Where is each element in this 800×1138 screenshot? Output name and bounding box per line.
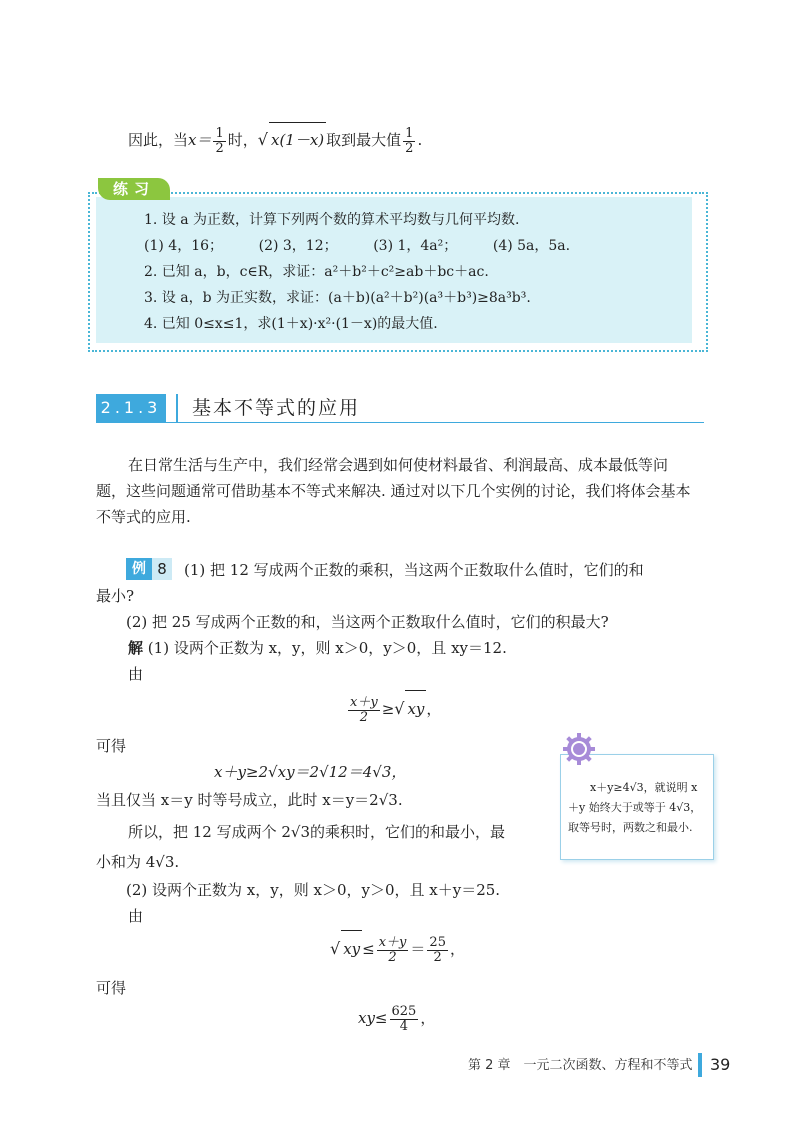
conclusion-1a: 所以，把 12 写成两个 2√3的乘积时，它们的和最小，最: [128, 823, 506, 841]
formula-1: [346, 690, 441, 727]
radical-sign: √: [394, 699, 405, 718]
numerator: x＋y: [350, 694, 378, 710]
section-title: 基本不等式的应用: [192, 397, 361, 419]
numerator: 625: [391, 1003, 417, 1019]
fraction: [390, 1005, 419, 1034]
section-number: 2.1.3: [96, 394, 166, 422]
equality-condition: 当且仅当 x＝y 时等号成立，此时 x＝y＝2√3.: [96, 791, 403, 809]
exercise-item-1: 1. 设 a 为正数，计算下列两个数的算术平均数与几何平均数.: [144, 212, 520, 228]
text: 取到最大值: [326, 131, 402, 149]
kede-1: 可得: [96, 737, 127, 755]
exercise-tag: 练习: [98, 178, 170, 200]
example-q1-line2: 最小?: [96, 587, 135, 605]
exercise-item-4: 4. 已知 0≤x≤1，求(1＋x)·x²·(1－x)的最大值.: [144, 316, 438, 332]
text: 时，: [227, 131, 258, 149]
exercise-border-left: [88, 192, 90, 352]
radicand: x(1－x): [269, 122, 326, 157]
formula-2: x＋y≥2√xy＝2√12＝4√3，: [214, 763, 407, 781]
text: ，: [420, 1009, 436, 1027]
example-q1-line1: (1) 把 12 写成两个正数的乘积，当这两个正数取什么值时，它们的和: [184, 561, 644, 579]
fraction: [377, 936, 409, 965]
solution-label: 解: [128, 639, 144, 657]
fraction: [403, 127, 415, 156]
radicand: xy: [405, 690, 426, 727]
text: ，: [449, 940, 465, 958]
gear-icon: [562, 732, 596, 766]
example-tag-label: 例: [126, 558, 152, 580]
intro-paragraph: 在日常生活与生产中，我们经常会遇到如何使材料最省、利润最高、成本最低等问题，这些问题通常可借助基本不等式来解决. 通过对以下几个实例的讨论，我们将体会基本不等式的应用.: [96, 456, 691, 526]
text: xy≤: [358, 1009, 388, 1027]
section-rule: [96, 422, 704, 423]
numerator: 25: [429, 934, 446, 950]
text: ≥: [381, 700, 395, 718]
numerator: 1: [215, 125, 224, 141]
denominator: 2: [359, 709, 368, 725]
radical-sign: √: [257, 130, 268, 149]
denominator: 2: [405, 140, 414, 156]
solution-text: (1) 设两个正数为 x，y，则 x＞0，y＞0，且 xy＝12.: [147, 639, 507, 657]
kede-2: 可得: [96, 979, 127, 997]
radicand: xy: [341, 930, 362, 967]
text: 因此，当: [128, 131, 189, 149]
numerator: 1: [405, 125, 414, 141]
solution-line-1: [128, 638, 507, 658]
text: .: [417, 131, 423, 149]
denominator: 2: [433, 949, 442, 965]
fraction: [348, 696, 380, 725]
formula-3: [330, 930, 465, 967]
text: x＝: [188, 131, 212, 149]
footer-divider: [698, 1053, 702, 1077]
page-number: 39: [710, 1055, 731, 1074]
solution-line-2: (2) 设两个正数为 x，y，则 x＞0，y＞0，且 x＋y＝25.: [126, 881, 501, 899]
you-1: 由: [128, 665, 144, 683]
exercise-item-2: 2. 已知 a，b，c∈R，求证：a²＋b²＋c²≥ab＋bc＋ac.: [144, 264, 489, 280]
fraction: [213, 127, 225, 156]
exercise-border-right: [706, 192, 708, 352]
text: ＝: [410, 940, 426, 958]
text: ，: [426, 700, 442, 718]
side-note-text: x＋y≥4√3，就说明 x＋y 始终大于或等于 4√3，取等号时，两数之和最小.: [568, 781, 702, 834]
top-conclusion: [128, 122, 422, 157]
section-divider: [176, 394, 178, 422]
radical-sign: √: [330, 939, 341, 958]
exercise-item-3: 3. 设 a，b 为正实数，求证：(a＋b)(a²＋b²)(a³＋b³)≥8a³b³.: [144, 290, 531, 306]
fraction: [427, 936, 448, 965]
denominator: 2: [215, 140, 224, 156]
example-q2: (2) 把 25 写成两个正数的和，当这两个正数取什么值时，它们的积最大?: [126, 613, 609, 631]
denominator: 4: [399, 1018, 409, 1034]
numerator: x＋y: [378, 934, 407, 950]
text: ≤: [362, 940, 375, 958]
example-tag-number: 8: [152, 558, 172, 580]
formula-4: [358, 1000, 435, 1036]
exercise-item-1-parts: (1) 4，16； (2) 3，12； (3) 1，4a²； (4) 5a，5a.: [144, 238, 571, 254]
you-2: 由: [128, 907, 144, 925]
denominator: 2: [388, 949, 397, 965]
conclusion-1b: 小和为 4√3.: [96, 853, 180, 871]
footer-chapter: 第 2 章 一元二次函数、方程和不等式: [468, 1058, 693, 1073]
